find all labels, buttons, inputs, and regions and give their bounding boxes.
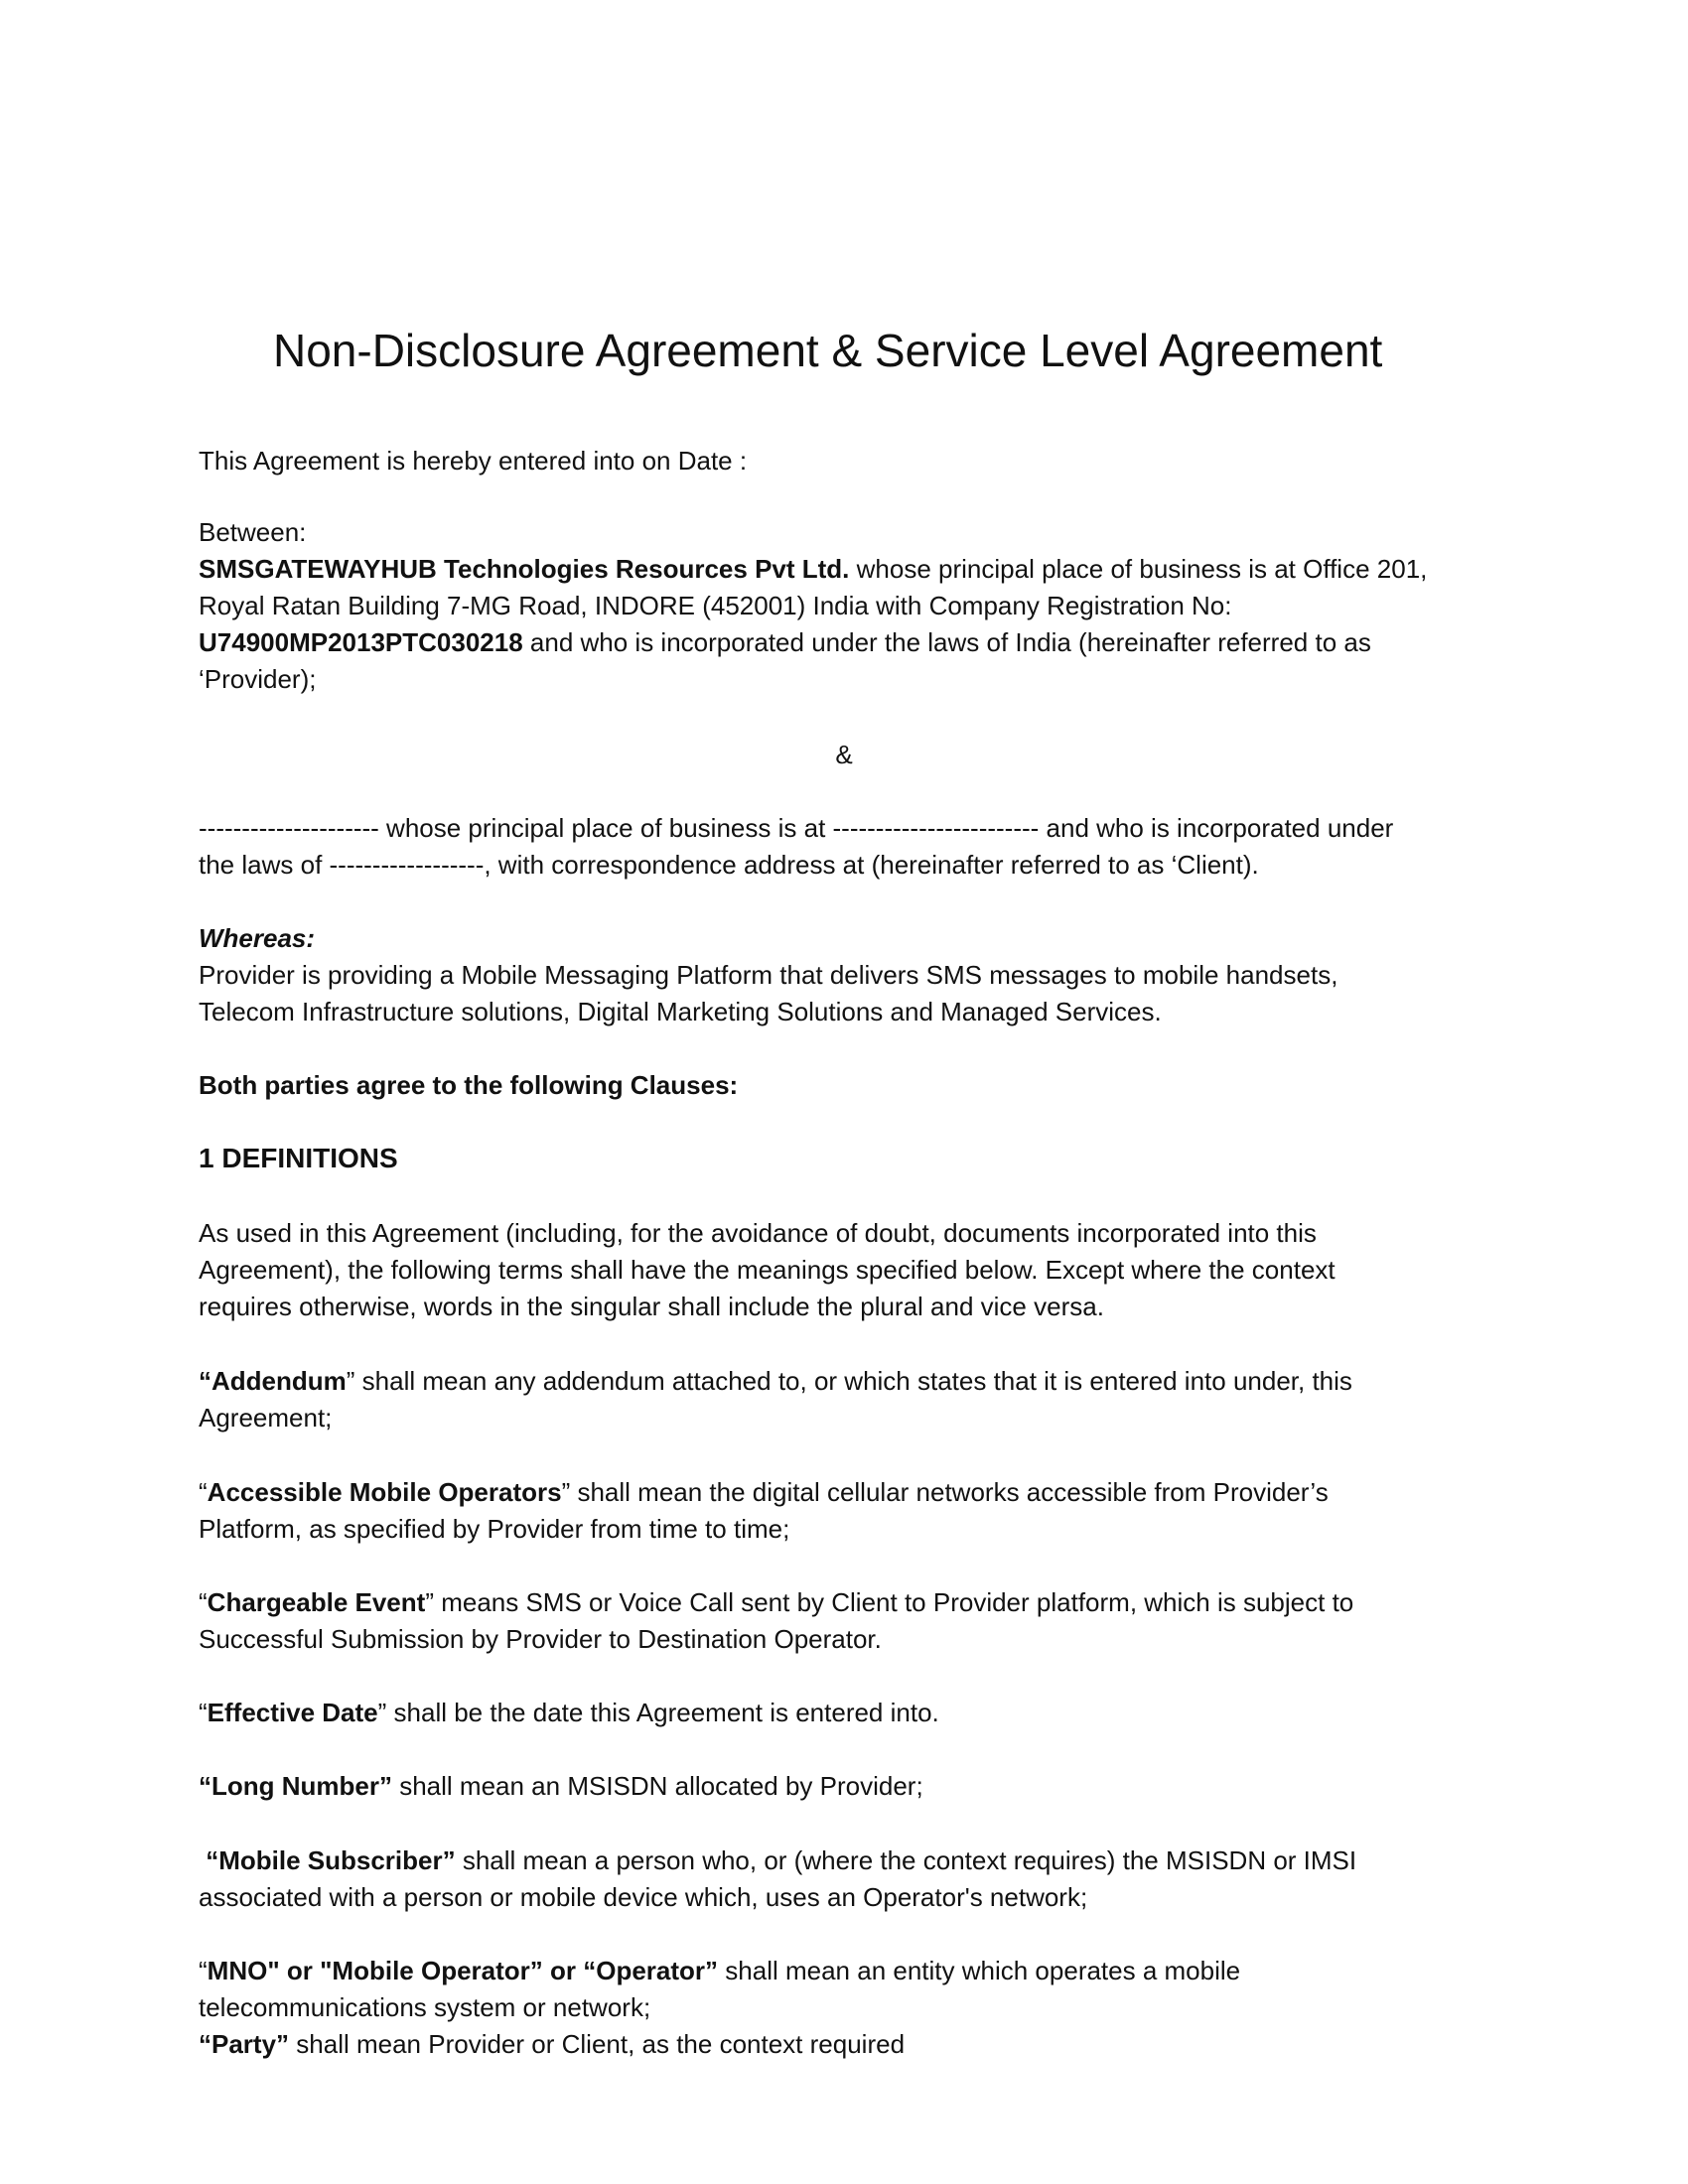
definition-mno-line-2: telecommunications system or network;: [199, 1992, 651, 2022]
ampersand-separator: &: [835, 740, 853, 769]
client-line-2: the laws of ------------------, with correspondence address at (hereinafter referred to as ‘Client).: [199, 850, 1259, 880]
definition-mno: [199, 1953, 1519, 1989]
definition-text: shall mean an MSISDN allocated by Provider;: [392, 1771, 923, 1801]
intro-line: This Agreement is hereby entered into on Date :: [199, 446, 748, 476]
definition-term: “Mobile Subscriber”: [199, 1845, 456, 1875]
whereas-line-2: Telecom Infrastructure solutions, Digital Marketing Solutions and Managed Services.: [199, 997, 1162, 1026]
definition-text: shall mean an entity which operates a mobile: [718, 1956, 1241, 1985]
definition-chargeable-event: [199, 1584, 1519, 1621]
definitions-intro-line-1: As used in this Agreement (including, for the avoidance of doubt, documents incorporated into this: [199, 1218, 1317, 1248]
definition-text: ” shall be the date this Agreement is entered into.: [377, 1698, 939, 1727]
provider-line-1-rest: whose principal place of business is at Office 201,: [849, 554, 1428, 584]
definition-party: [199, 2026, 1519, 2063]
definition-effective-date: [199, 1695, 1519, 1731]
section-heading: 1 DEFINITIONS: [199, 1143, 398, 1173]
definition-term: MNO" or "Mobile Operator” or “Operator”: [207, 1956, 719, 1985]
provider-line-2: Royal Ratan Building 7-MG Road, INDORE (452001) India with Company Registration No:: [199, 591, 1232, 620]
definition-text: ” shall mean the digital cellular networks accessible from Provider’s: [561, 1477, 1329, 1507]
provider-name: SMSGATEWAYHUB Technologies Resources Pvt Ltd.: [199, 554, 850, 584]
definition-text: ” shall mean any addendum attached to, or which states that it is entered into under, this: [346, 1366, 1352, 1396]
definition-addendum-line-2: Agreement;: [199, 1403, 333, 1433]
definition-term: “Party”: [199, 2029, 290, 2059]
definition-long-number: [199, 1768, 1519, 1805]
definitions-intro-line-2: Agreement), the following terms shall have the meanings specified below. Except where the context: [199, 1255, 1336, 1285]
definition-term: Accessible Mobile Operators: [207, 1477, 562, 1507]
definition-text: shall mean Provider or Client, as the context required: [289, 2029, 906, 2059]
definition-text: shall mean a person who, or (where the context requires) the MSISDN or IMSI: [455, 1845, 1357, 1875]
definition-text: ” means SMS or Voice Call sent by Client to Provider platform, which is subject to: [425, 1587, 1354, 1617]
between-label: Between:: [199, 517, 307, 547]
provider-line-1: [199, 551, 1519, 588]
document-title: Non-Disclosure Agreement & Service Level Agreement: [273, 325, 1383, 376]
definition-accessible-operators: [199, 1474, 1519, 1511]
definition-accessible-operators-line-2: Platform, as specified by Provider from time to time;: [199, 1514, 790, 1544]
whereas-label: Whereas:: [199, 923, 316, 953]
definition-term: “Long Number”: [199, 1771, 392, 1801]
whereas-line-1: Provider is providing a Mobile Messaging Platform that delivers SMS messages to mobile handsets,: [199, 960, 1338, 990]
quote-mark: “: [199, 1477, 208, 1507]
definition-chargeable-event-line-2: Successful Submission by Provider to Destination Operator.: [199, 1624, 882, 1654]
clauses-intro: Both parties agree to the following Clauses:: [199, 1070, 739, 1100]
definitions-intro-line-3: requires otherwise, words in the singular shall include the plural and vice versa.: [199, 1292, 1104, 1321]
definition-term: Chargeable Event: [207, 1587, 426, 1617]
provider-line-4: ‘Provider);: [199, 664, 317, 694]
definition-addendum: [199, 1363, 1519, 1400]
quote-mark: “: [199, 1698, 208, 1727]
definition-mobile-subscriber: [199, 1843, 1519, 1879]
definition-term: “Addendum: [199, 1366, 347, 1396]
client-line-1: --------------------- whose principal place of business is at ------------------------ and who is incorporated under: [199, 813, 1394, 843]
provider-line-3-rest: and who is incorporated under the laws of India (hereinafter referred to as: [522, 627, 1371, 657]
definition-mobile-subscriber-line-2: associated with a person or mobile device which, uses an Operator's network;: [199, 1882, 1088, 1912]
quote-mark: “: [199, 1587, 208, 1617]
definition-term: Effective Date: [207, 1698, 378, 1727]
provider-line-3: [199, 624, 1519, 661]
quote-mark: “: [199, 1956, 208, 1985]
registration-number: U74900MP2013PTC030218: [199, 627, 523, 657]
